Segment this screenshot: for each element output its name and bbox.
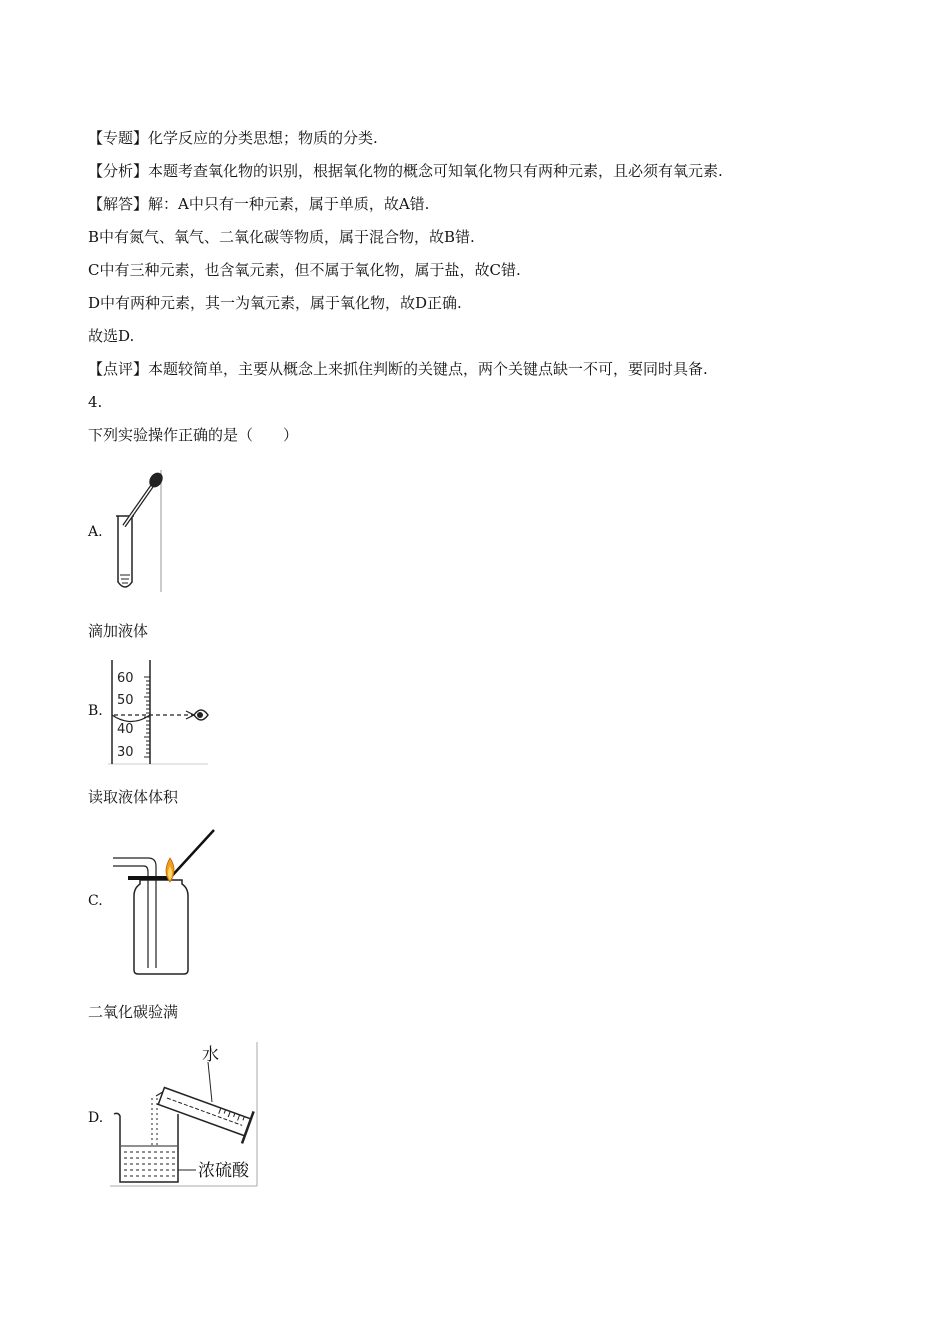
dilution-figure — [108, 1042, 260, 1188]
topic-line: 【专题】化学反应的分类思想；物质的分类. — [88, 129, 378, 147]
comment-line: 【点评】本题较简单，主要从概念上来抓住判断的关键点，两个关键点缺一不可，要同时具备. — [88, 360, 708, 378]
dropper-figure — [108, 470, 168, 594]
question-number: 4. — [88, 393, 103, 411]
option-a-label: A. — [88, 524, 103, 540]
option-d-label: D. — [88, 1110, 104, 1126]
answer-d-line: D中有两种元素，其一为氧元素，属于氧化物，故D正确. — [88, 294, 462, 312]
tick-40: 40 — [117, 722, 134, 737]
tick-30: 30 — [117, 745, 134, 760]
tick-50: 50 — [117, 693, 134, 708]
option-c-caption: 二氧化碳验满 — [88, 1003, 179, 1021]
question-stem: 下列实验操作正确的是（ ） — [88, 426, 299, 444]
eye-icon — [194, 710, 208, 720]
acid-label: 浓硫酸 — [198, 1161, 249, 1181]
water-label: 水 — [202, 1045, 219, 1065]
option-b-caption: 读取液体体积 — [88, 788, 179, 806]
cylinder-reading-figure — [108, 660, 210, 766]
answer-b-line: B中有氮气、氧气、二氧化碳等物质，属于混合物，故B错. — [88, 228, 475, 246]
option-b-label: B. — [88, 703, 103, 719]
co2-test-figure — [108, 828, 218, 976]
analysis-line: 【分析】本题考查氧化物的识别，根据氧化物的概念可知氧化物只有两种元素，且必须有氧元素. — [88, 162, 723, 180]
answer-c-line: C中有三种元素，也含氧元素，但不属于氧化物，属于盐，故C错. — [88, 261, 521, 279]
option-c-label: C. — [88, 893, 103, 909]
choice-line: 故选D. — [88, 327, 135, 345]
option-a-caption: 滴加液体 — [88, 622, 149, 640]
answer-intro-line: 【解答】解：A中只有一种元素，属于单质，故A错. — [88, 195, 430, 213]
tick-60: 60 — [117, 671, 134, 686]
